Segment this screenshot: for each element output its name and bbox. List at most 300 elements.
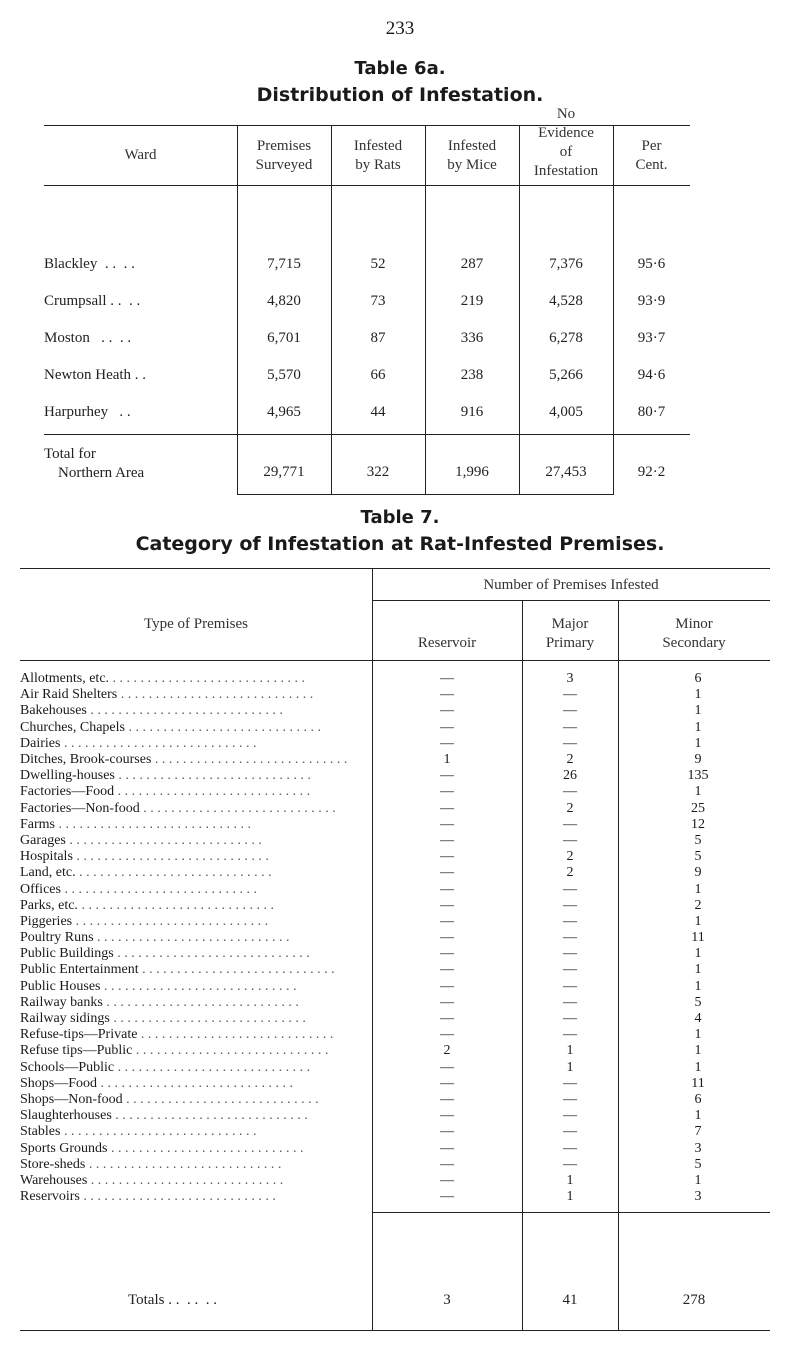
minor-value-text: 1 — [694, 962, 702, 978]
reservoir-value — [372, 865, 522, 881]
premises-type-text: Public Houses — [20, 978, 101, 994]
table-row — [20, 1124, 778, 1140]
ward-name: Newton Heath . . — [44, 367, 147, 383]
reservoir-value — [372, 1157, 522, 1173]
minor-value-text: 6 — [694, 671, 702, 687]
totals-label: Totals . . . . . . — [128, 1292, 217, 1308]
totals-minor: 278 — [682, 1292, 706, 1308]
table-row — [20, 703, 778, 719]
minor-value — [618, 849, 778, 865]
minor-value — [618, 1043, 778, 1059]
header-minor: Minor Secondary — [662, 616, 726, 651]
premises-type — [20, 849, 372, 865]
minor-value-text: 3 — [694, 1189, 702, 1205]
minor-value — [618, 1092, 778, 1108]
minor-value — [618, 962, 778, 978]
reservoir-value — [372, 1124, 522, 1140]
header-premises-surveyed: Premises Surveyed — [255, 138, 313, 173]
major-value — [522, 1092, 618, 1108]
minor-value-text: 1 — [694, 719, 702, 735]
premises-type-text: Sports Grounds — [20, 1140, 108, 1156]
header-no-evidence: No Evidence of Infestation — [533, 106, 599, 179]
header-infested-mice: Infested by Mice — [447, 138, 497, 173]
table-7-title: Category of Infestation at Rat-Infested Premises. — [135, 533, 665, 555]
table-row — [20, 784, 778, 800]
major-value-text: 2 — [566, 849, 574, 865]
table-row — [20, 865, 778, 881]
major-value — [522, 1108, 618, 1124]
minor-value — [618, 720, 778, 736]
rats-value: 87 — [370, 330, 386, 346]
minor-value-text: 5 — [694, 849, 702, 865]
premises-type-text: Farms — [20, 816, 55, 832]
premises-type-text: Stables — [20, 1124, 61, 1140]
minor-value — [618, 1124, 778, 1140]
table-row — [20, 1043, 778, 1059]
minor-value-text: 5 — [694, 994, 702, 1010]
no-evidence-value: 7,376 — [549, 256, 583, 272]
premises-type — [20, 1108, 372, 1124]
premises-type — [20, 1157, 372, 1173]
rats-value: 66 — [370, 367, 386, 383]
reservoir-value — [372, 881, 522, 897]
major-value — [522, 1011, 618, 1027]
premises-type-text: Offices — [20, 881, 61, 897]
table-6a-divider — [237, 125, 238, 495]
reservoir-value-text: — — [440, 1011, 454, 1027]
reservoir-value-text: — — [440, 930, 454, 946]
reservoir-value — [372, 979, 522, 995]
table-row — [20, 736, 778, 752]
minor-value — [618, 1189, 778, 1205]
premises-type-text: Allotments, etc. — [20, 671, 110, 687]
ward-name: Blackley . . . . — [44, 256, 135, 272]
major-value-text: 1 — [566, 1043, 574, 1059]
major-value — [522, 1124, 618, 1140]
premises-type — [20, 1140, 372, 1156]
header-per-cent: Per Cent. — [635, 138, 668, 173]
total-rats: 322 — [366, 464, 390, 480]
premises-type-text: Land, etc. — [20, 865, 76, 881]
leader-dots: . . . . . . . . . . . . . . . . . . . . . . . . . . . . — [102, 994, 299, 1010]
major-value-text: — — [563, 719, 577, 735]
minor-value-text: 1 — [694, 1043, 702, 1059]
minor-value — [618, 1157, 778, 1173]
reservoir-value-text: — — [440, 671, 454, 687]
minor-value — [618, 817, 778, 833]
major-value-text: — — [563, 930, 577, 946]
rats-value: 52 — [370, 256, 386, 272]
major-value — [522, 1043, 618, 1059]
major-value-text: — — [563, 687, 577, 703]
table-6a-total-rule — [44, 434, 690, 435]
premises-type — [20, 1027, 372, 1043]
ward-name: Harpurhey . . — [44, 404, 131, 420]
major-value — [522, 784, 618, 800]
major-value — [522, 865, 618, 881]
reservoir-value-text: — — [440, 978, 454, 994]
reservoir-value-text: — — [440, 1189, 454, 1205]
premises-type — [20, 881, 372, 897]
major-value — [522, 995, 618, 1011]
mice-value: 287 — [460, 256, 484, 272]
leader-dots: . . . . . . . . . . . . . . . . . . . . . . . . . . . . — [65, 832, 262, 848]
major-value — [522, 817, 618, 833]
major-value — [522, 703, 618, 719]
minor-value — [618, 784, 778, 800]
premises-type — [20, 1043, 372, 1059]
major-value — [522, 1027, 618, 1043]
table-row — [20, 1157, 778, 1173]
major-value — [522, 1076, 618, 1092]
premises-type — [20, 1060, 372, 1076]
premises-type — [20, 898, 372, 914]
premises-type — [20, 833, 372, 849]
table-row — [20, 946, 778, 962]
premises-type-text: Bakehouses — [20, 703, 87, 719]
reservoir-value-text: — — [440, 703, 454, 719]
leader-dots: . . . . . . . . . . . . . . . . . . . . . . . . . . . . — [87, 1172, 284, 1188]
table-row — [20, 1027, 778, 1043]
reservoir-value — [372, 1060, 522, 1076]
major-value — [522, 720, 618, 736]
premises-type — [20, 801, 372, 817]
major-value — [522, 930, 618, 946]
reservoir-value-text: — — [440, 1108, 454, 1124]
table-7-number: Table 7. — [360, 507, 440, 528]
leader-dots: . . . . . . . . . . . . . . . . . . . . . . . . . . . . — [97, 1075, 294, 1091]
major-value-text: — — [563, 1140, 577, 1156]
reservoir-value — [372, 1108, 522, 1124]
minor-value-text: 6 — [694, 1091, 702, 1107]
minor-value — [618, 671, 778, 687]
reservoir-value-text: — — [440, 1124, 454, 1140]
leader-dots: . . . . . . . . . . . . . . . . . . . . . . . . . . . . — [139, 800, 336, 816]
major-value — [522, 768, 618, 784]
reservoir-value — [372, 1140, 522, 1156]
table-row — [20, 768, 778, 784]
reservoir-value-text: 2 — [443, 1043, 451, 1059]
reservoir-value-text: — — [440, 832, 454, 848]
reservoir-value-text: — — [440, 881, 454, 897]
leader-dots: . . . . . . . . . . . . . . . . . . . . . . . . . . . . — [124, 719, 321, 735]
premises-type — [20, 784, 372, 800]
premises-type-text: Shops—Non-food — [20, 1091, 123, 1107]
minor-value-text: 11 — [691, 1075, 705, 1091]
reservoir-value-text: — — [440, 865, 454, 881]
leader-dots: . . . . . . . . . . . . . . . . . . . . . . . . . . . . — [114, 784, 311, 800]
leader-dots: . . . . . . . . . . . . . . . . . . . . . . . . . . . . — [60, 735, 257, 751]
leader-dots: . . . . . . . . . . . . . . . . . . . . . . . . . . . . — [77, 897, 274, 913]
per-cent-value: 93·9 — [637, 293, 666, 309]
major-value-text: — — [563, 962, 577, 978]
major-value-text: 26 — [563, 768, 577, 784]
premises-type — [20, 995, 372, 1011]
premises-type — [20, 720, 372, 736]
premises-type — [20, 1173, 372, 1189]
minor-value-text: 1 — [694, 703, 702, 719]
major-value-text: 1 — [566, 1059, 574, 1075]
reservoir-value — [372, 833, 522, 849]
premises-type — [20, 703, 372, 719]
reservoir-value — [372, 736, 522, 752]
table-row — [20, 687, 778, 703]
premises-type-text: Air Raid Shelters — [20, 687, 118, 703]
major-value-text: 2 — [566, 865, 574, 881]
table-7-body — [20, 671, 778, 1205]
reservoir-value-text: — — [440, 800, 454, 816]
minor-value-text: 1 — [694, 1059, 702, 1075]
minor-value-text: 1 — [694, 735, 702, 751]
leader-dots: . . . . . . . . . . . . . . . . . . . . . . . . . . . . — [93, 930, 290, 946]
leader-dots: . . . . . . . . . . . . . . . . . . . . . . . . . . . . — [122, 1091, 319, 1107]
major-value-text: — — [563, 913, 577, 929]
header-reservoir: Reservoir — [417, 635, 477, 651]
minor-value — [618, 687, 778, 703]
major-value-text: — — [563, 703, 577, 719]
mice-value: 238 — [460, 367, 484, 383]
premises-type-text: Warehouses — [20, 1172, 88, 1188]
table-row — [20, 962, 778, 978]
major-value — [522, 962, 618, 978]
leader-dots: . . . . . . . . . . . . . . . . . . . . . . . . . . . . — [100, 978, 297, 994]
minor-value — [618, 1011, 778, 1027]
table-6a-title: Distribution of Infestation. — [256, 84, 544, 106]
major-value-text: — — [563, 1124, 577, 1140]
surveyed-value: 5,570 — [267, 367, 301, 383]
reservoir-value — [372, 817, 522, 833]
totals-major: 41 — [562, 1292, 578, 1308]
premises-type-text: Railway sidings — [20, 1011, 110, 1027]
minor-value — [618, 752, 778, 768]
reservoir-value-text: — — [440, 1156, 454, 1172]
minor-value — [618, 881, 778, 897]
header-number-of-premises: Number of Premises Infested — [483, 577, 659, 593]
header-infested-rats: Infested by Rats — [353, 138, 403, 173]
header-type-of-premises: Type of Premises — [144, 616, 248, 632]
major-value-text: — — [563, 994, 577, 1010]
major-value — [522, 752, 618, 768]
premises-type — [20, 1189, 372, 1205]
reservoir-value — [372, 784, 522, 800]
major-value-text: — — [563, 735, 577, 751]
leader-dots: . . . . . . . . . . . . . . . . . . . . . . . . . . . . — [117, 687, 314, 703]
table-row — [20, 1011, 778, 1027]
major-value-text: — — [563, 1075, 577, 1091]
reservoir-value — [372, 671, 522, 687]
major-value — [522, 736, 618, 752]
reservoir-value-text: — — [440, 994, 454, 1010]
major-value-text: 1 — [566, 1189, 574, 1205]
page-number: 233 — [385, 18, 415, 39]
premises-type-text: Parks, etc. — [20, 897, 78, 913]
leader-dots: . . . . . . . . . . . . . . . . . . . . . . . . . . . . — [132, 1043, 329, 1059]
major-value-text: 2 — [566, 752, 574, 768]
per-cent-value: 93·7 — [637, 330, 666, 346]
minor-value-text: 9 — [694, 865, 702, 881]
table-row — [20, 1108, 778, 1124]
table-row — [20, 752, 778, 768]
premises-type-text: Shops—Food — [20, 1075, 98, 1091]
leader-dots: . . . . . . . . . . . . . . . . . . . . . . . . . . . . — [113, 946, 310, 962]
minor-value — [618, 1108, 778, 1124]
premises-type-text: Railway banks — [20, 994, 103, 1010]
reservoir-value-text: — — [440, 1091, 454, 1107]
reservoir-value — [372, 1189, 522, 1205]
minor-value-text: 1 — [694, 1027, 702, 1043]
reservoir-value — [372, 930, 522, 946]
reservoir-value-text: — — [440, 849, 454, 865]
reservoir-value — [372, 1011, 522, 1027]
major-value-text: — — [563, 1108, 577, 1124]
reservoir-value-text: — — [440, 913, 454, 929]
leader-dots: . . . . . . . . . . . . . . . . . . . . . . . . . . . . — [75, 865, 272, 881]
table-row — [20, 898, 778, 914]
premises-type — [20, 736, 372, 752]
per-cent-value: 80·7 — [637, 404, 666, 420]
premises-type-text: Refuse tips—Public — [20, 1043, 133, 1059]
major-value-text: — — [563, 881, 577, 897]
major-value-text: — — [563, 946, 577, 962]
table-6a-divider — [613, 125, 614, 495]
mice-value: 336 — [460, 330, 484, 346]
reservoir-value — [372, 1027, 522, 1043]
premises-type — [20, 671, 372, 687]
major-value — [522, 898, 618, 914]
major-value — [522, 1173, 618, 1189]
major-value-text: — — [563, 784, 577, 800]
major-value-text: — — [563, 816, 577, 832]
minor-value-text: 1 — [694, 1108, 702, 1124]
surveyed-value: 7,715 — [267, 256, 301, 272]
reservoir-value-text: — — [440, 1027, 454, 1043]
premises-type-text: Slaughterhouses — [20, 1108, 112, 1124]
table-row — [20, 1076, 778, 1092]
minor-value-text: 1 — [694, 1172, 702, 1188]
table-6a-divider — [331, 125, 332, 495]
ward-name: Crumpsall . . . . — [44, 293, 141, 309]
minor-value-text: 1 — [694, 687, 702, 703]
premises-type — [20, 1011, 372, 1027]
surveyed-value: 6,701 — [267, 330, 301, 346]
minor-value-text: 9 — [694, 752, 702, 768]
minor-value-text: 1 — [694, 978, 702, 994]
table-row — [20, 720, 778, 736]
table-row — [20, 833, 778, 849]
table-6a-header-rule — [44, 185, 690, 186]
minor-value — [618, 865, 778, 881]
total-per-cent: 92·2 — [637, 464, 666, 480]
minor-value-text: 1 — [694, 784, 702, 800]
major-value-text: 2 — [566, 800, 574, 816]
total-no-evidence: 27,453 — [545, 464, 587, 480]
mice-value: 219 — [460, 293, 484, 309]
premises-type — [20, 865, 372, 881]
leader-dots: . . . . . . . . . . . . . . . . . . . . . . . . . . . . — [107, 1140, 304, 1156]
premises-type-text: Dwelling-houses — [20, 768, 115, 784]
premises-type-text: Ditches, Brook-courses — [20, 752, 152, 768]
reservoir-value — [372, 1092, 522, 1108]
major-value-text: — — [563, 1156, 577, 1172]
per-cent-value: 94·6 — [637, 367, 666, 383]
leader-dots: . . . . . . . . . . . . . . . . . . . . . . . . . . . . — [109, 671, 306, 687]
minor-value-text: 135 — [687, 768, 709, 784]
major-value-text: 1 — [566, 1172, 574, 1188]
premises-type-text: Hospitals — [20, 849, 73, 865]
minor-value-text: 11 — [691, 930, 705, 946]
premises-type-text: Factories—Food — [20, 784, 115, 800]
minor-value-text: 5 — [694, 832, 702, 848]
table-row — [20, 1140, 778, 1156]
minor-value — [618, 833, 778, 849]
major-value-text: — — [563, 897, 577, 913]
reservoir-value-text: — — [440, 719, 454, 735]
table-7-header-rule — [20, 660, 770, 661]
major-value — [522, 1060, 618, 1076]
major-value — [522, 1140, 618, 1156]
per-cent-value: 95·6 — [637, 256, 666, 272]
premises-type-text: Public Buildings — [20, 946, 114, 962]
major-value-text: — — [563, 978, 577, 994]
reservoir-value — [372, 914, 522, 930]
reservoir-value — [372, 703, 522, 719]
major-value — [522, 801, 618, 817]
major-value-text: — — [563, 832, 577, 848]
premises-type-text: Store-sheds — [20, 1156, 86, 1172]
reservoir-value-text: — — [440, 816, 454, 832]
premises-type — [20, 1076, 372, 1092]
leader-dots: . . . . . . . . . . . . . . . . . . . . . . . . . . . . — [151, 752, 348, 768]
table-row — [20, 1092, 778, 1108]
table-7-totals-rule — [372, 1212, 770, 1213]
table-row — [20, 801, 778, 817]
minor-value — [618, 946, 778, 962]
totals-reservoir: 3 — [443, 1292, 451, 1308]
premises-type-text: Refuse-tips—Private — [20, 1027, 138, 1043]
minor-value — [618, 736, 778, 752]
reservoir-value-text: — — [440, 946, 454, 962]
minor-value — [618, 1173, 778, 1189]
leader-dots: . . . . . . . . . . . . . . . . . . . . . . . . . . . . — [72, 913, 269, 929]
table-row — [20, 849, 778, 865]
minor-value — [618, 1060, 778, 1076]
header-ward: Ward — [124, 147, 157, 163]
table-row — [20, 1189, 778, 1205]
minor-value — [618, 898, 778, 914]
no-evidence-value: 4,528 — [549, 293, 583, 309]
leader-dots: . . . . . . . . . . . . . . . . . . . . . . . . . . . . — [109, 1011, 306, 1027]
minor-value — [618, 930, 778, 946]
leader-dots: . . . . . . . . . . . . . . . . . . . . . . . . . . . . — [138, 962, 335, 978]
minor-value-text: 2 — [694, 897, 702, 913]
surveyed-value: 4,965 — [267, 404, 301, 420]
major-value-text: — — [563, 1011, 577, 1027]
leader-dots: . . . . . . . . . . . . . . . . . . . . . . . . . . . . — [55, 816, 251, 832]
minor-value-text: 12 — [691, 816, 705, 832]
reservoir-value-text: 1 — [443, 752, 451, 768]
reservoir-value-text: — — [440, 962, 454, 978]
minor-value-text: 7 — [694, 1124, 702, 1140]
table-row — [20, 1173, 778, 1189]
minor-value — [618, 768, 778, 784]
leader-dots: . . . . . . . . . . . . . . . . . . . . . . . . . . . . — [60, 881, 257, 897]
reservoir-value-text: — — [440, 768, 454, 784]
major-value — [522, 849, 618, 865]
premises-type — [20, 914, 372, 930]
table-7-group-rule — [372, 600, 770, 601]
major-value — [522, 881, 618, 897]
table-row — [20, 817, 778, 833]
